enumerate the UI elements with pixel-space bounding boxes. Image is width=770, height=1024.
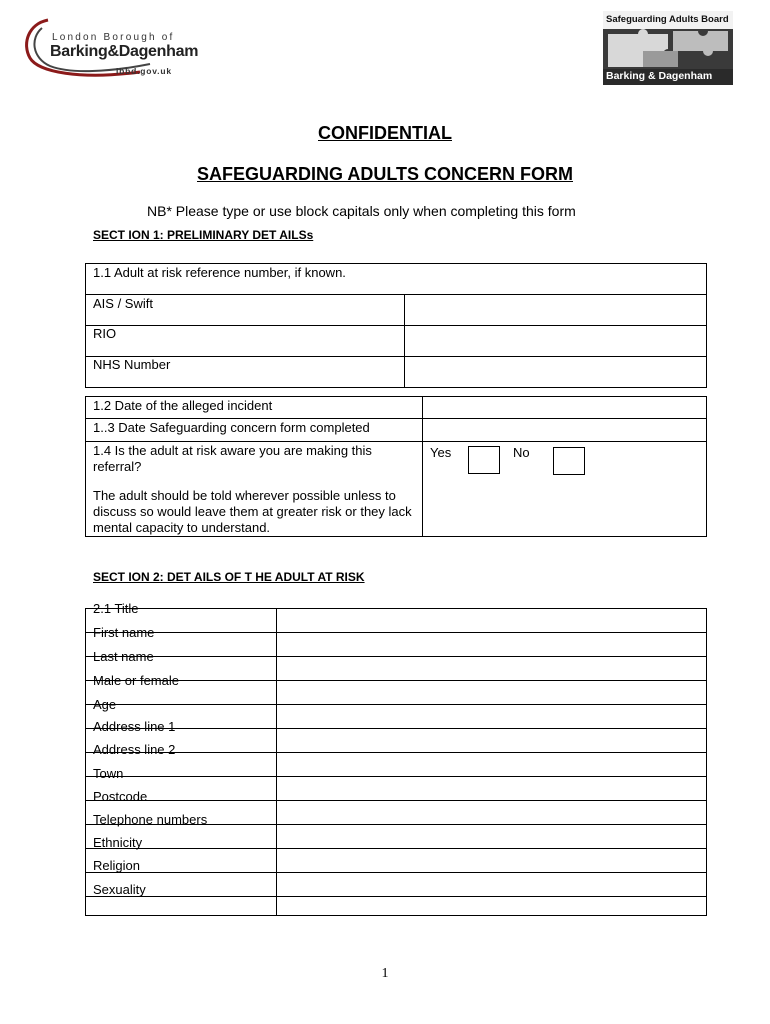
nhs-number-field[interactable] xyxy=(405,357,706,387)
section2-heading: SECT ION 2: DET AILS OF T HE ADULT AT RISK xyxy=(93,570,365,584)
postcode-field[interactable] xyxy=(277,801,706,824)
address-line1-label: Address line 1 xyxy=(93,719,176,734)
lbbd-logo xyxy=(20,14,199,86)
religion-label: Religion xyxy=(93,858,140,873)
completed-date-field[interactable] xyxy=(423,419,706,441)
nhs-number-label: NHS Number xyxy=(93,357,171,372)
postcode-label: Postcode xyxy=(93,789,148,804)
town-label: Town xyxy=(93,766,124,781)
age-field[interactable] xyxy=(277,705,706,728)
aware-note: The adult should be told wherever possible unless to discuss so would leave them at greater risk or they lack mental capacity to understand. xyxy=(93,488,412,535)
age-label: Age xyxy=(93,697,117,712)
board-logo-title: Safeguarding Adults Board xyxy=(606,14,729,25)
rio-field[interactable] xyxy=(405,326,706,356)
ethnicity-field[interactable] xyxy=(277,849,706,872)
safeguarding-board-logo xyxy=(603,11,733,85)
address-line2-field[interactable] xyxy=(277,753,706,776)
incident-date-label: 1.2 Date of the alleged incident xyxy=(93,398,273,413)
title-field[interactable] xyxy=(277,609,706,632)
sexuality-field[interactable] xyxy=(277,897,706,915)
no-label: No xyxy=(513,445,530,460)
religion-field[interactable] xyxy=(277,873,706,896)
ais-swift-field[interactable] xyxy=(405,295,706,325)
form-note: NB* Please type or use block capitals only when completing this form xyxy=(147,203,576,219)
address-line2-label: Address line 2 xyxy=(93,742,176,757)
gender-field[interactable] xyxy=(277,681,706,704)
logo-line3: lbbd.gov.uk xyxy=(116,66,172,76)
puzzle-pieces-icon xyxy=(603,29,733,69)
yes-checkbox[interactable] xyxy=(468,446,500,474)
ethnicity-label: Ethnicity xyxy=(93,835,143,850)
last-name-label: Last name xyxy=(93,649,154,664)
address-line1-field[interactable] xyxy=(277,729,706,752)
first-name-label: First name xyxy=(93,625,155,640)
reference-label: 1.1 Adult at risk reference number, if known. xyxy=(93,265,346,280)
last-name-field[interactable] xyxy=(277,657,706,680)
ais-swift-label: AIS / Swift xyxy=(93,296,153,311)
section1-heading: SECT ION 1: PRELIMINARY DET AILSs xyxy=(93,228,314,242)
no-checkbox[interactable] xyxy=(553,447,585,475)
form-title: SAFEGUARDING ADULTS CONCERN FORM xyxy=(197,164,573,184)
gender-label: Male or female xyxy=(93,673,179,688)
title-label: 2.1 Title xyxy=(93,601,139,616)
incident-date-field[interactable] xyxy=(423,397,706,418)
town-field[interactable] xyxy=(277,777,706,800)
rio-label: RIO xyxy=(93,326,117,341)
completed-date-label: 1..3 Date Safeguarding concern form completed xyxy=(93,420,370,435)
confidential-heading: CONFIDENTIAL xyxy=(318,123,452,143)
logo-line2: Barking&Dagenham xyxy=(50,43,199,60)
first-name-field[interactable] xyxy=(277,633,706,656)
aware-question: 1.4 Is the adult at risk aware you are making this referral? xyxy=(93,443,372,474)
telephone-label: Telephone numbers xyxy=(93,812,208,827)
page-number: 1 xyxy=(381,966,389,981)
telephone-field[interactable] xyxy=(277,825,706,848)
board-logo-subtitle: Barking & Dagenham xyxy=(606,70,713,82)
yes-label: Yes xyxy=(430,445,452,460)
sexuality-label: Sexuality xyxy=(93,882,146,897)
logo-line1: London Borough of xyxy=(52,32,175,43)
